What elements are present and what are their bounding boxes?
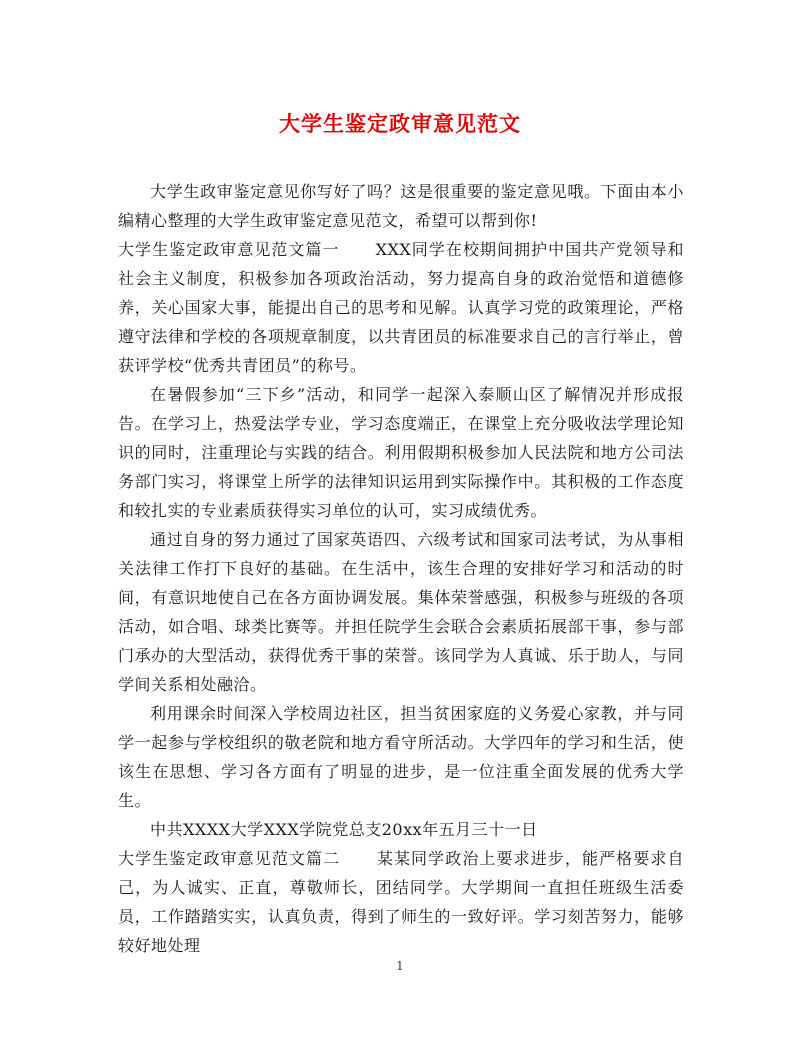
paragraph-summer-practice: 在暑假参加“三下乡”活动，和同学一起深入泰顺山区了解情况并形成报告。在学习上，热爱法学专业，学习态度端正，在课堂上充分吸收法学理论知识的同时，注重理论与实践的结合。利用假期积极参加人民法院和地方公司法务部门实习，将课堂上所学的法律知识运用到实际操作中。其积极的工作态度和较扎实的专业素质获得实习单位的认可，实习成绩优秀。 bbox=[118, 385, 684, 520]
paragraph-community-service: 利用课余时间深入学校周边社区，担当贫困家庭的义务爱心家教，并与同学一起参与学校组织的敬老院和地方看守所活动。大学四年的学习和生活，使该生在思想、学习各方面有了明显的进步，是一位注重全面发展的优秀大学生。 bbox=[118, 704, 684, 810]
section-2-heading: 大学生鉴定政审意见范文篇二 bbox=[118, 849, 341, 868]
section-2-text: 某某同学政治上要求进步，能严格要求自己，为人诚实、正直，尊敬师长，团结同学。大学期间一直担任班级生活委员，工作踏踏实实，认真负责，得到了师生的一致好评。学习刻苦努力，能够较好地处理 bbox=[118, 849, 684, 955]
document-body bbox=[118, 177, 684, 960]
intro-paragraph: 大学生政审鉴定意见你写好了吗？这是很重要的鉴定意见哦。下面由本小编精心整理的大学生政审鉴定意见范文，希望可以帮到你! bbox=[118, 182, 684, 230]
signature-line: 中共XXXX大学XXX学院党总支20xx年五月三十一日 bbox=[150, 820, 538, 839]
section-1-paragraph bbox=[118, 235, 684, 380]
paragraph-exams-and-life: 通过自身的努力通过了国家英语四、六级考试和国家司法考试，为从事相关法律工作打下良好的基础。在生活中，该生合理的安排好学习和活动的时间，有意识地使自己在各方面协调发展。集体荣誉感强，积极参与班级的各项活动，如合唱、球类比赛等。并担任院学生会联合会素质拓展部干事，参与部门承办的大型活动，获得优秀干事的荣誉。该同学为人真诚、乐于助人，与同学间关系相处融洽。 bbox=[118, 530, 684, 694]
section-1-heading: 大学生鉴定政审意见范文篇一 bbox=[118, 240, 340, 259]
section-1-text: XXX同学在校期间拥护中国共产党领导和社会主义制度，积极参加各项政治活动，努力提高自身的政治觉悟和道德修养，关心国家大事，能提出自己的思考和见解。认真学习党的政策理论，严格遵守法律和学校的各项规章制度，以共青团员的标准要求自己的言行举止，曾获评学校“优秀共青团员”的称号。 bbox=[118, 240, 684, 375]
section-2-paragraph bbox=[118, 844, 684, 960]
page-number: 1 bbox=[396, 959, 404, 973]
page-title: 大学生鉴定政审意见范文 bbox=[279, 111, 521, 136]
